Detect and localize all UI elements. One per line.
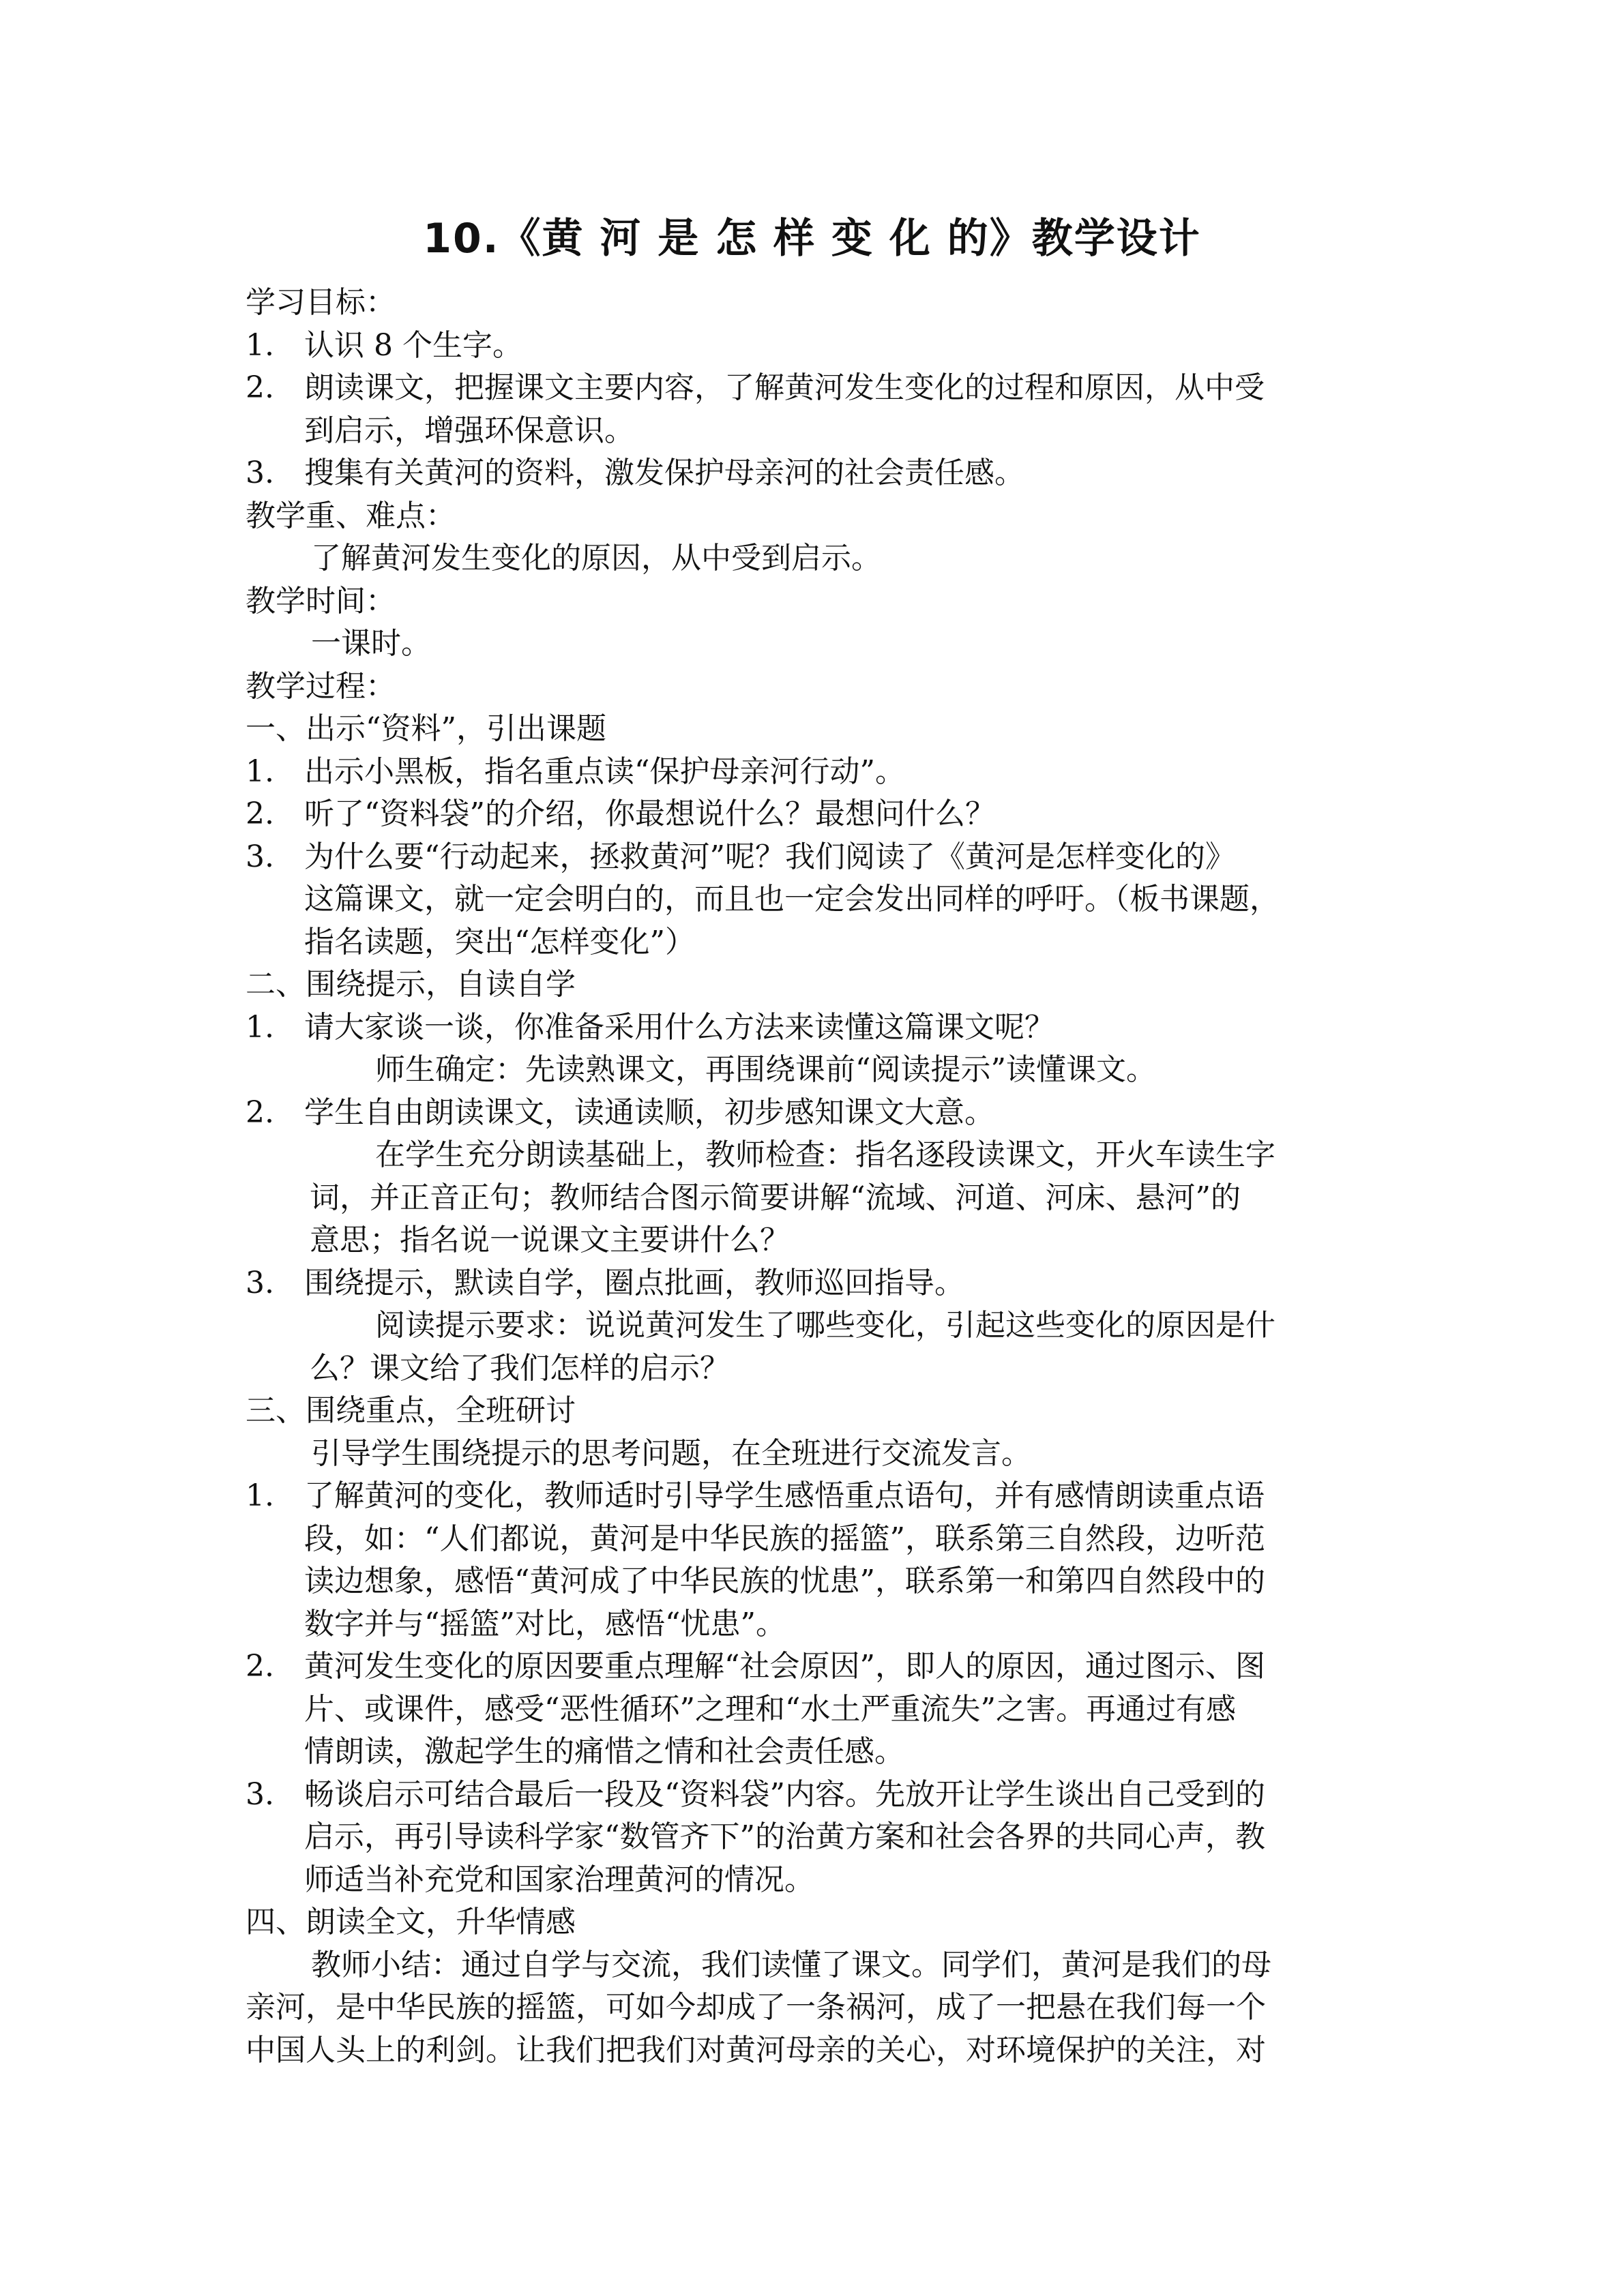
item-number: 1.	[246, 754, 274, 789]
paragraph-line: 了解黄河发生变化的原因，从中受到启示。	[311, 541, 881, 576]
item-number: 3.	[246, 1776, 274, 1812]
item-number: 1.	[246, 1478, 274, 1513]
heading-time: 教学时间：	[246, 583, 396, 618]
item-number: 2.	[246, 1649, 274, 1684]
item-text: 畅谈启示可结合最后一段及“资料袋”内容。先放开让学生谈出自己受到的	[304, 1776, 1265, 1812]
item-number: 1.	[246, 327, 274, 363]
item-number: 3.	[246, 456, 274, 490]
item-number: 1.	[246, 1009, 274, 1045]
paragraph-line: 引导学生围绕提示的思考问题，在全班进行交流发言。	[311, 1435, 1031, 1471]
item-text: 学生自由朗读课文，读通读顺，初步感知课文大意。	[304, 1094, 994, 1130]
section-heading: 三、围绕重点，全班研讨	[246, 1393, 576, 1428]
paragraph-line: 师生确定：先读熟课文，再围绕课前“阅读提示”读懂课文。	[375, 1052, 1156, 1087]
item-continuation: 情朗读，激起学生的痛惜之情和社会责任感。	[304, 1734, 904, 1769]
list-item	[246, 452, 1378, 495]
item-continuation: 段，如：“人们都说，黄河是中华民族的摇篮”，联系第三自然段，边听范	[304, 1521, 1265, 1556]
item-text: 出示小黑板，指名重点读“保护母亲河行动”。	[304, 754, 905, 789]
paragraph-line: 意思；指名说一说课文主要讲什么？	[310, 1223, 790, 1257]
list-item	[246, 1262, 1378, 1305]
item-text: 黄河发生变化的原因要重点理解“社会原因”，即人的原因，通过图示、图	[304, 1649, 1265, 1684]
document-title: 10.《黄 河 是 怎 样 变 化 的》教学设计	[423, 215, 1201, 263]
heading-objectives: 学习目标：	[246, 285, 396, 320]
list-item	[246, 793, 1378, 836]
item-continuation: 数字并与“摇篮”对比，感悟“忧患”。	[304, 1606, 786, 1641]
list-item	[246, 836, 1378, 879]
list-item	[246, 1092, 1378, 1135]
item-continuation: 指名读题，突出“怎样变化”）	[304, 924, 695, 959]
section-heading: 二、围绕提示，自读自学	[246, 967, 576, 1002]
list-item	[246, 751, 1378, 794]
item-continuation: 到启示，增强环保意识。	[304, 413, 634, 448]
item-text: 围绕提示，默读自学，圈点批画，教师巡回指导。	[304, 1265, 964, 1300]
list-item	[246, 1774, 1378, 1817]
paragraph-line: 中国人头上的利剑。让我们把我们对黄河母亲的关心，对环境保护的关注，对	[246, 2032, 1266, 2068]
heading-key-points: 教学重、难点：	[246, 498, 456, 533]
paragraph-line: 亲河，是中华民族的摇篮，可如今却成了一条祸河，成了一把悬在我们每一个	[246, 1990, 1266, 2025]
document-body	[246, 282, 1378, 2072]
heading-process: 教学过程：	[246, 668, 396, 704]
item-continuation: 读边想象，感悟“黄河成了中华民族的忧患”，联系第一和第四自然段中的	[304, 1564, 1265, 1598]
item-number: 2.	[246, 796, 274, 831]
item-continuation: 师适当补充党和国家治理黄河的情况。	[304, 1862, 814, 1897]
list-item	[246, 1475, 1378, 1518]
item-text: 朗读课文，把握课文主要内容，了解黄河发生变化的过程和原因，从中受	[304, 370, 1265, 405]
paragraph-line: 教师小结：通过自学与交流，我们读懂了课文。同学们，黄河是我们的母	[311, 1947, 1271, 1982]
item-text: 搜集有关黄河的资料，激发保护母亲河的社会责任感。	[304, 456, 1024, 490]
item-number: 3.	[246, 1265, 274, 1300]
list-item	[246, 367, 1378, 410]
item-continuation: 片、或课件，感受“恶性循环”之理和“水土严重流失”之害。再通过有感	[304, 1691, 1236, 1727]
list-item	[246, 1007, 1378, 1049]
item-continuation: 这篇课文，就一定会明白的，而且也一定会发出同样的呼吁。（板书课题，	[304, 882, 1280, 916]
item-continuation: 启示，再引导读科学家“数管齐下”的治黄方案和社会各界的共同心声，教	[304, 1819, 1265, 1854]
item-text: 听了“资料袋”的介绍，你最想说什么？最想问什么？	[304, 796, 995, 831]
item-number: 2.	[246, 1094, 274, 1130]
item-text: 请大家谈一谈，你准备采用什么方法来读懂这篇课文呢？	[304, 1009, 1054, 1045]
item-number: 2.	[246, 370, 274, 405]
paragraph-line: 词，并正音正句；教师结合图示简要讲解“流域、河道、河床、悬河”的	[310, 1180, 1241, 1215]
item-number: 3.	[246, 839, 274, 874]
item-text: 认识 8 个生字。	[304, 327, 522, 363]
paragraph-line: 在学生充分朗读基础上，教师检查：指名逐段读课文，开火车读生字	[375, 1137, 1275, 1172]
section-heading: 四、朗读全文，升华情感	[246, 1905, 576, 1939]
item-text: 为什么要“行动起来，拯救黄河”呢？我们阅读了《黄河是怎样变化的》	[304, 839, 1235, 874]
paragraph-line: 一课时。	[311, 626, 431, 661]
list-item	[246, 325, 1378, 368]
item-text: 了解黄河的变化，教师适时引导学生感悟重点语句，并有感情朗读重点语	[304, 1478, 1265, 1513]
paragraph-line: 阅读提示要求：说说黄河发生了哪些变化，引起这些变化的原因是什	[375, 1308, 1275, 1343]
list-item	[246, 1645, 1378, 1688]
section-heading: 一、出示“资料”，引出课题	[246, 711, 606, 746]
paragraph-line: 么？课文给了我们怎样的启示？	[310, 1350, 730, 1386]
